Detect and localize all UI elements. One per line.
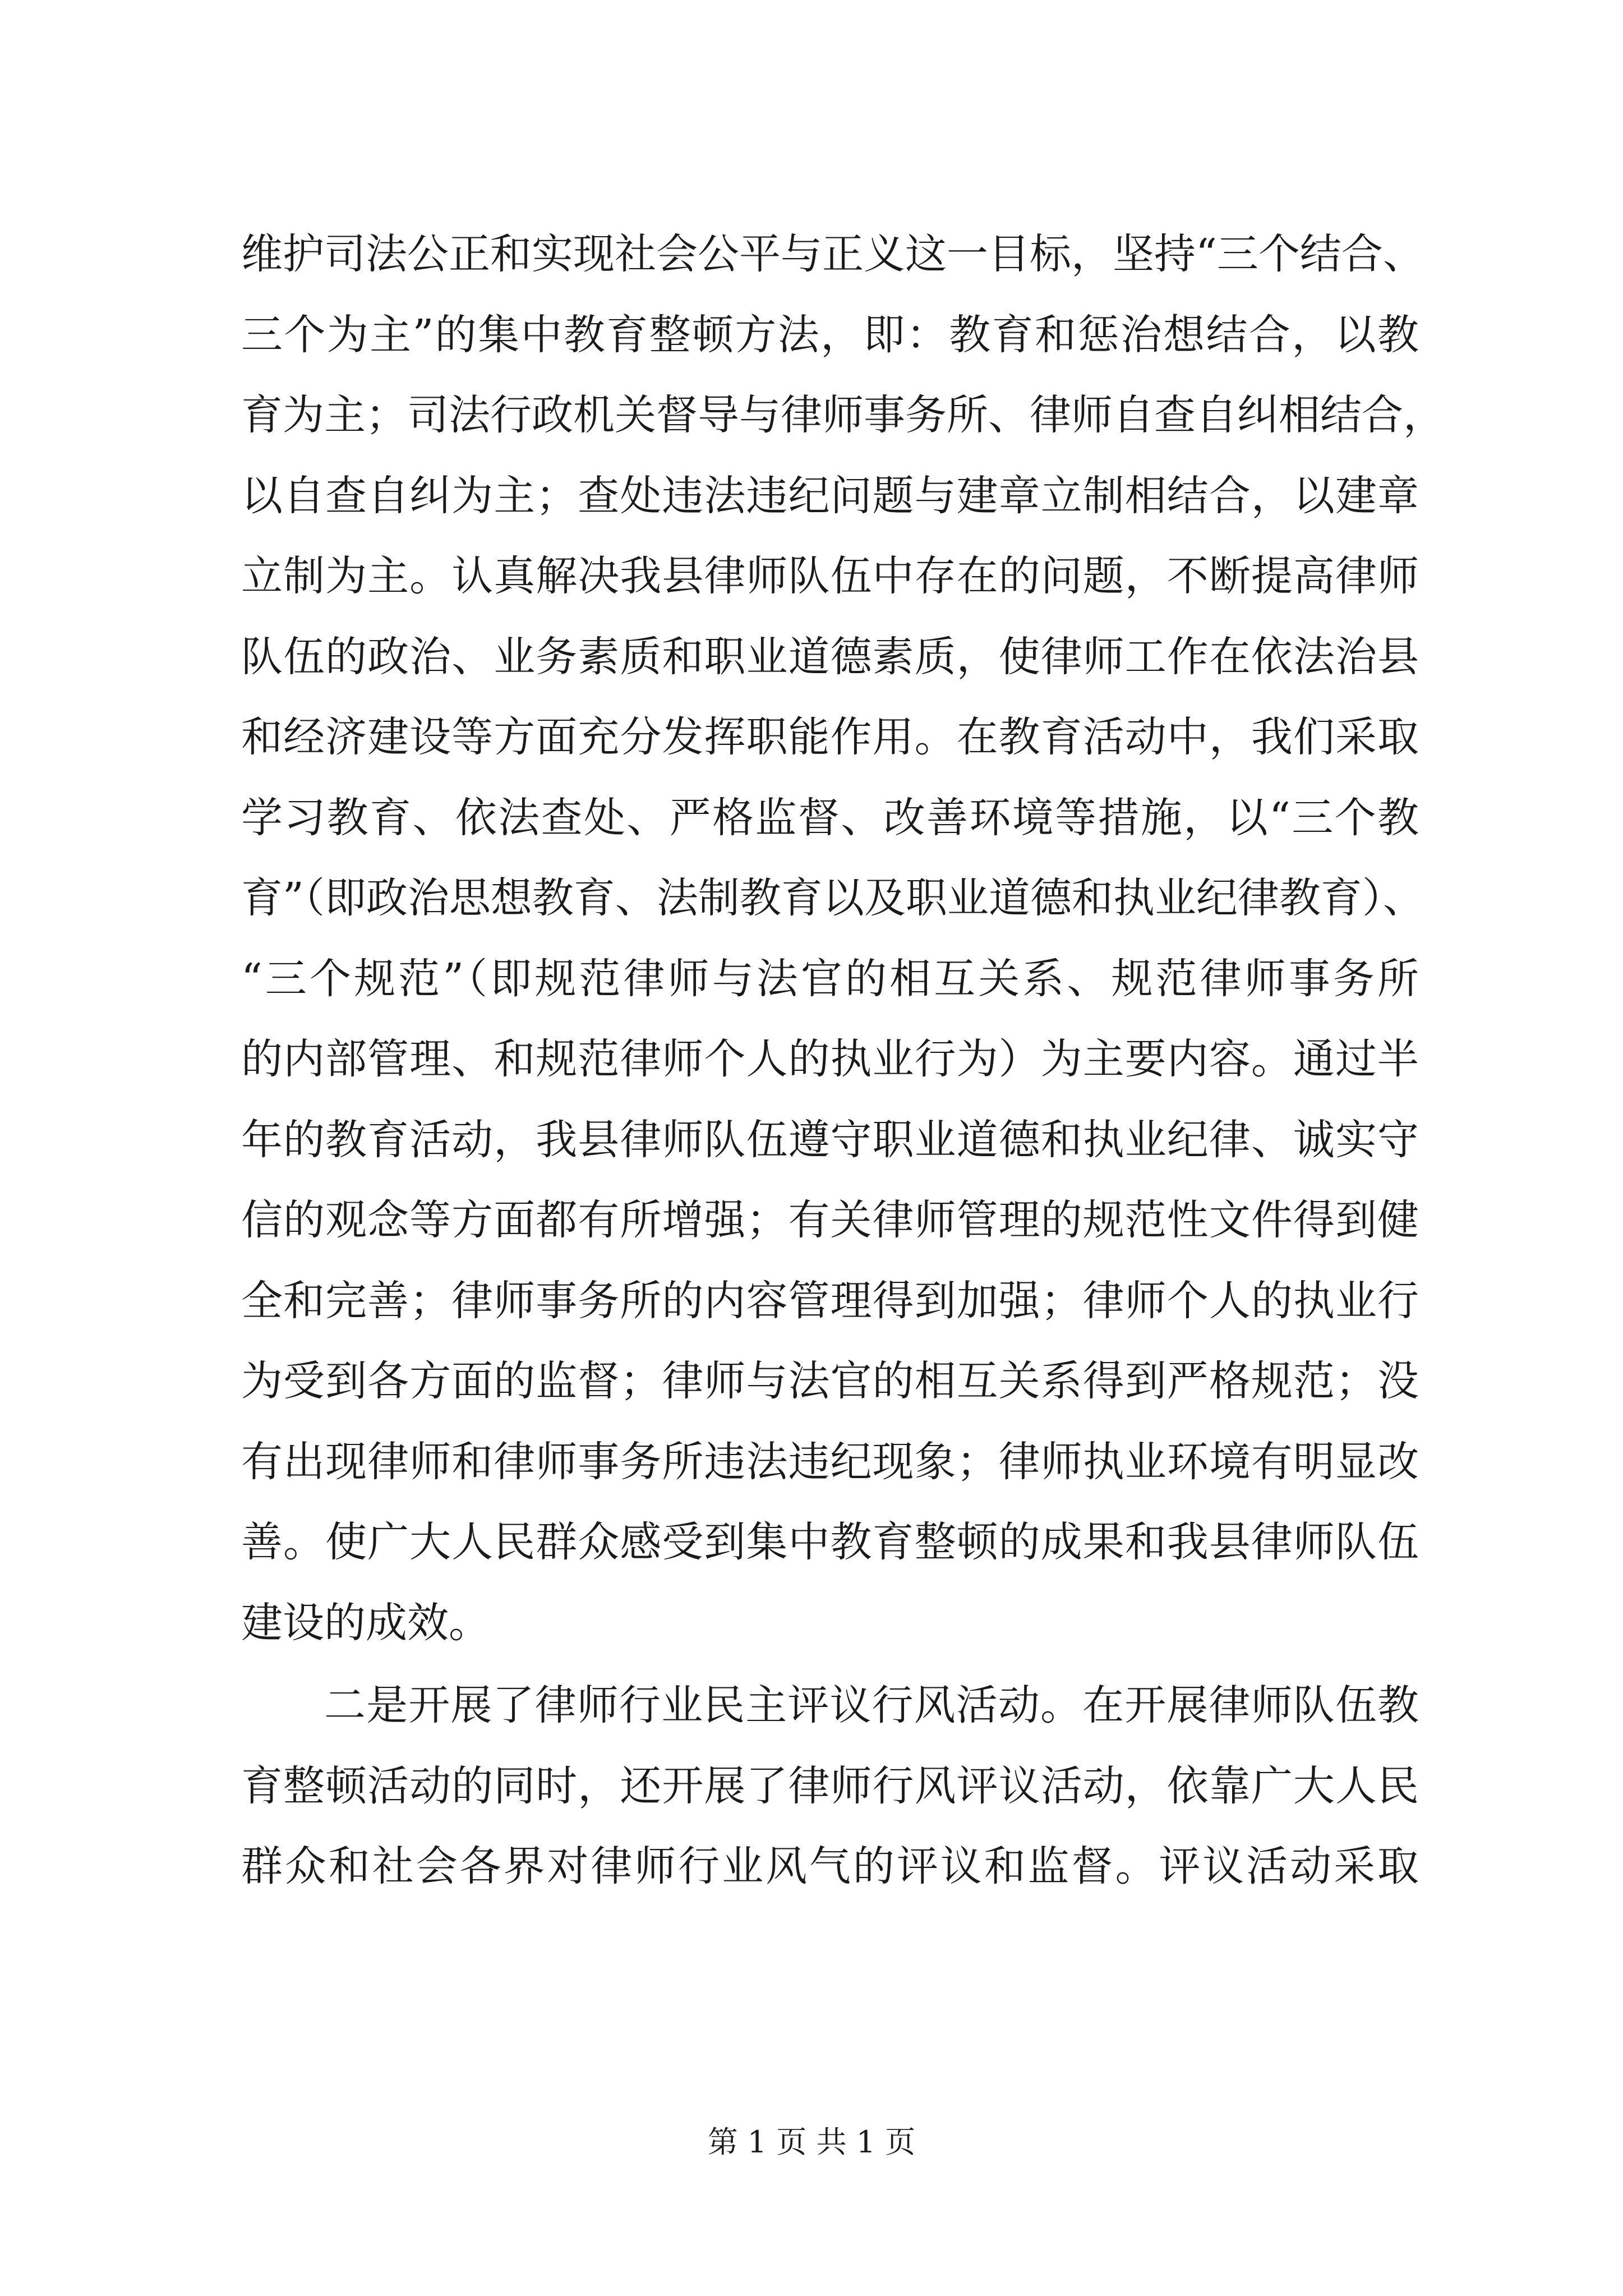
text-line: 三个为主”的集中教育整顿方法，即：教育和惩治想结合，以教 (241, 310, 1419, 359)
text-line: “三个规范”（即规范律师与法官的相互关系、规范律师事务所 (241, 954, 1419, 1003)
text-line: 二是开展了律师行业民主评议行风活动。在开展律师队伍教 (324, 1681, 1419, 1729)
text-line: 育为主；司法行政机关督导与律师事务所、律师自查自纠相结合， (241, 391, 1445, 439)
text-line: 信的观念等方面都有所增强；有关律师管理的规范性文件得到健 (241, 1196, 1419, 1244)
text-line: 善。使广大人民群众感受到集中教育整顿的成果和我县律师队伍 (241, 1518, 1419, 1566)
text-line: 育”（即政治思想教育、法制教育以及职业道德和执业纪律教育）、 (241, 874, 1424, 922)
text-line: 的内部管理、和规范律师个人的执业行为）为主要内容。通过半 (241, 1035, 1419, 1083)
text-line: 年的教育活动，我县律师队伍遵守职业道德和执业纪律、诚实守 (241, 1115, 1419, 1164)
text-line: 为受到各方面的监督；律师与法官的相互关系得到严格规范；没 (241, 1357, 1419, 1405)
page-number: 第 1 页 共 1 页 (707, 2124, 916, 2160)
text-line: 育整顿活动的同时，还开展了律师行风评议活动，依靠广大人民 (241, 1761, 1419, 1810)
page-footer (0, 2118, 1623, 2161)
text-line: 建设的成效。 (241, 1598, 490, 1647)
text-line: 和经济建设等方面充分发挥职能作用。在教育活动中，我们采取 (241, 713, 1419, 761)
text-line: 有出现律师和律师事务所违法违纪现象；律师执业环境有明显改 (241, 1437, 1419, 1486)
text-line: 全和完善；律师事务所的内容管理得到加强；律师个人的执业行 (241, 1276, 1419, 1325)
text-line: 群众和社会各界对律师行业风气的评议和监督。评议活动采取 (241, 1842, 1419, 1890)
text-line: 队伍的政治、业务素质和职业道德素质，使律师工作在依法治县 (241, 632, 1419, 681)
text-line: 学习教育、依法查处、严格监督、改善环境等措施，以“三个教 (241, 793, 1419, 842)
text-line: 以自查自纠为主；查处违法违纪问题与建章立制相结合，以建章 (241, 471, 1419, 520)
text-line: 立制为主。认真解决我县律师队伍中存在的问题，不断提高律师 (241, 552, 1419, 600)
body-text (241, 214, 1445, 1907)
text-line: 维护司法公正和实现社会公平与正义这一目标，坚持“三个结合、 (241, 230, 1424, 278)
